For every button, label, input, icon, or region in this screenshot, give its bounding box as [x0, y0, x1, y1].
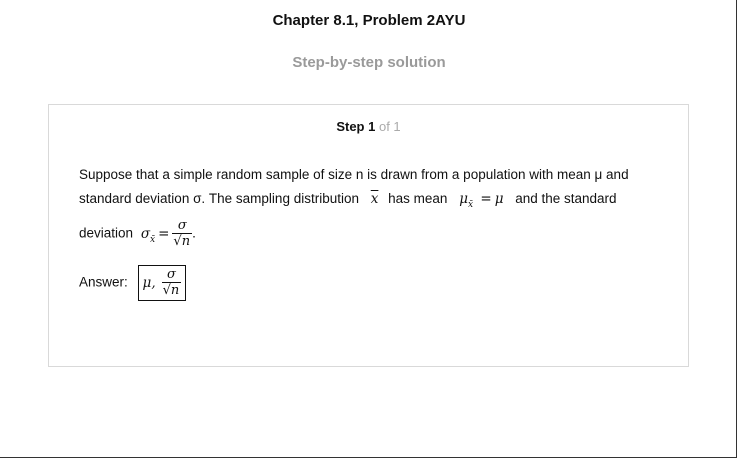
- sigma-symbol: σ: [140, 225, 151, 242]
- xbar-symbol: $\overline{x}$: [370, 191, 379, 207]
- mu-symbol: μ: [459, 191, 468, 207]
- explanation-line-3: [79, 219, 669, 250]
- answer-fraction: [162, 268, 182, 298]
- chapter-title: Chapter 8.1, Problem 2AYU: [272, 12, 466, 29]
- sigma-subscript: x̄: [150, 234, 156, 245]
- sigma-equation: [140, 225, 173, 245]
- sqrt-icon: √n: [173, 234, 191, 249]
- explanation-text-2a: standard deviation σ. The sampling distribution: [79, 191, 359, 206]
- step-header: [49, 119, 688, 134]
- answer-denominator: [162, 282, 182, 298]
- answer-mu: μ,: [142, 274, 156, 291]
- fraction-numerator: σ: [177, 218, 187, 233]
- explanation-text-2b: has mean: [388, 191, 448, 206]
- equals-sign: =: [480, 191, 492, 207]
- answer-box: [138, 265, 187, 301]
- step-label: Step 1: [336, 119, 376, 134]
- step-count: of 1: [378, 119, 401, 134]
- explanation-text-2c: and the standard: [515, 191, 617, 206]
- explanation-line-1: [79, 165, 669, 185]
- answer-numerator: σ: [167, 267, 176, 282]
- answer-sqrt-icon: √n: [162, 283, 180, 298]
- period: .: [192, 225, 196, 241]
- explanation-line-2: [79, 189, 669, 215]
- fraction-denominator: [172, 233, 192, 249]
- answer-line: [79, 265, 669, 301]
- sigma-over-root-n: [172, 219, 192, 249]
- solution-subtitle: Step-by-step solution: [292, 54, 446, 71]
- equals-sign-2: =: [158, 225, 170, 242]
- deviation-label: deviation: [79, 225, 134, 241]
- mean-equation: [459, 191, 504, 210]
- explanation-text-1: Suppose that a simple random sample of size n is drawn from a population with mean μ and: [79, 167, 629, 182]
- mu-subscript: x̄: [468, 200, 474, 210]
- mu-symbol-rhs: μ: [494, 191, 504, 207]
- solution-step-card: [48, 104, 689, 367]
- answer-label: Answer:: [79, 274, 128, 290]
